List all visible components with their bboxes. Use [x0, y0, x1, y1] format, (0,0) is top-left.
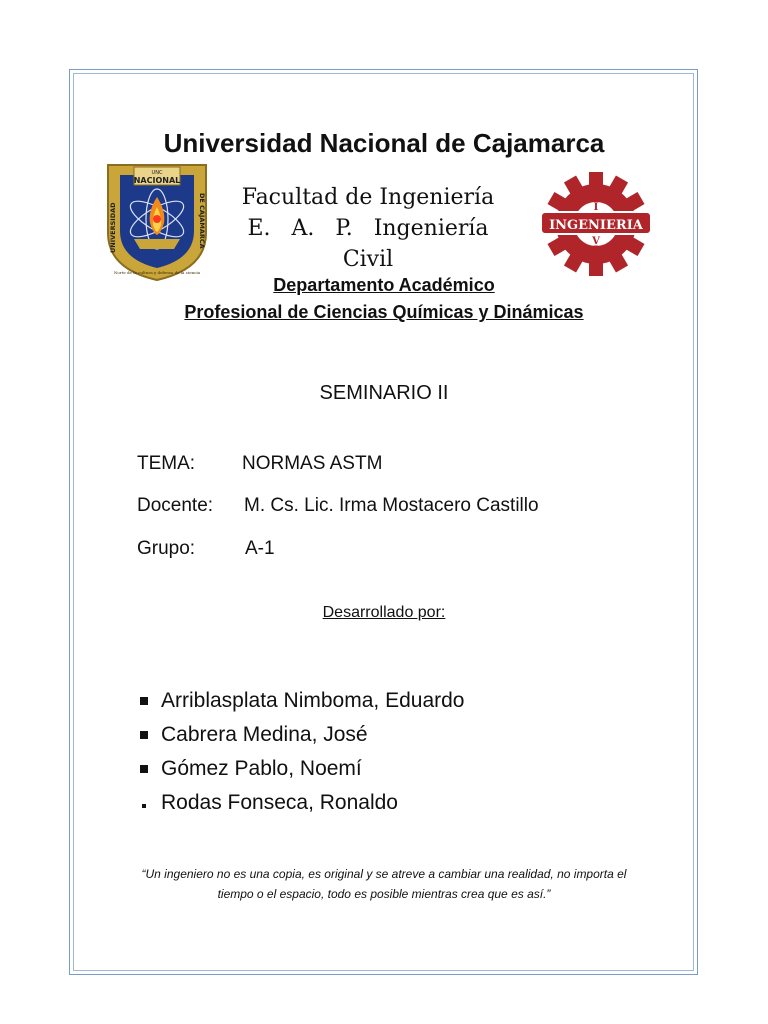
bullet-icon [140, 697, 148, 705]
closing-quote [90, 864, 678, 904]
gear-banner-text: INGENIERIA [549, 218, 643, 233]
civil-letter: V [592, 236, 600, 247]
civil-letter: C [592, 192, 600, 203]
department-line1: Departamento Académico [273, 275, 495, 295]
quote-line2: tiempo o el espacio, todo es posible mientras crea que es así.” [217, 887, 551, 901]
detail-row-grupo [137, 538, 275, 560]
civil-letter: I [593, 245, 599, 256]
detail-row-docente [137, 495, 539, 517]
detail-value: M. Cs. Lic. Irma Mostacero Castillo [244, 495, 539, 516]
seminar-title: SEMINARIO II [319, 382, 449, 404]
author-name: Rodas Fonseca, Ronaldo [161, 791, 398, 814]
seal-band-text: NACIONAL [133, 176, 181, 185]
detail-label: Grupo: [137, 538, 196, 559]
detail-value: NORMAS ASTM [242, 453, 383, 474]
detail-label: Docente: [137, 495, 214, 516]
bullet-icon [140, 731, 148, 739]
detail-row-tema [137, 453, 383, 475]
university-title: Universidad Nacional de Cajamarca [163, 128, 605, 158]
detail-value: A-1 [245, 538, 275, 559]
seal-right-text: DE CAJAMARCA [198, 193, 206, 249]
bullet-icon [140, 765, 148, 773]
faculty-name: Facultad de Ingeniería [241, 185, 495, 210]
bullet-icon [142, 804, 146, 808]
seal-left-text: UNIVERSIDAD [109, 202, 117, 253]
author-name: Cabrera Medina, José [161, 723, 368, 746]
detail-label: TEMA: [137, 453, 196, 474]
civil-letter: I [593, 202, 599, 213]
department-line2: Profesional de Ciencias Químicas y Dinámicas [184, 302, 584, 322]
developed-by-label: Desarrollado por: [322, 604, 446, 621]
engineering-gear-icon [538, 170, 654, 278]
author-name: Gómez Pablo, Noemí [161, 757, 362, 780]
seal-bottom-text: Norte de la cultura y defensa de la ciencia [113, 270, 201, 275]
author-name: Arriblasplata Nimboma, Eduardo [161, 689, 465, 712]
faculty-block [228, 182, 508, 275]
quote-line1: “Un ingeniero no es una copia, es original y se atreve a cambiar una realidad, no importa el [141, 867, 627, 881]
university-seal-icon [104, 161, 210, 283]
school-name: E. A. P. Ingeniería Civil [247, 216, 489, 272]
seal-top-text: UNC [151, 170, 163, 176]
civil-letter: L [592, 254, 600, 265]
